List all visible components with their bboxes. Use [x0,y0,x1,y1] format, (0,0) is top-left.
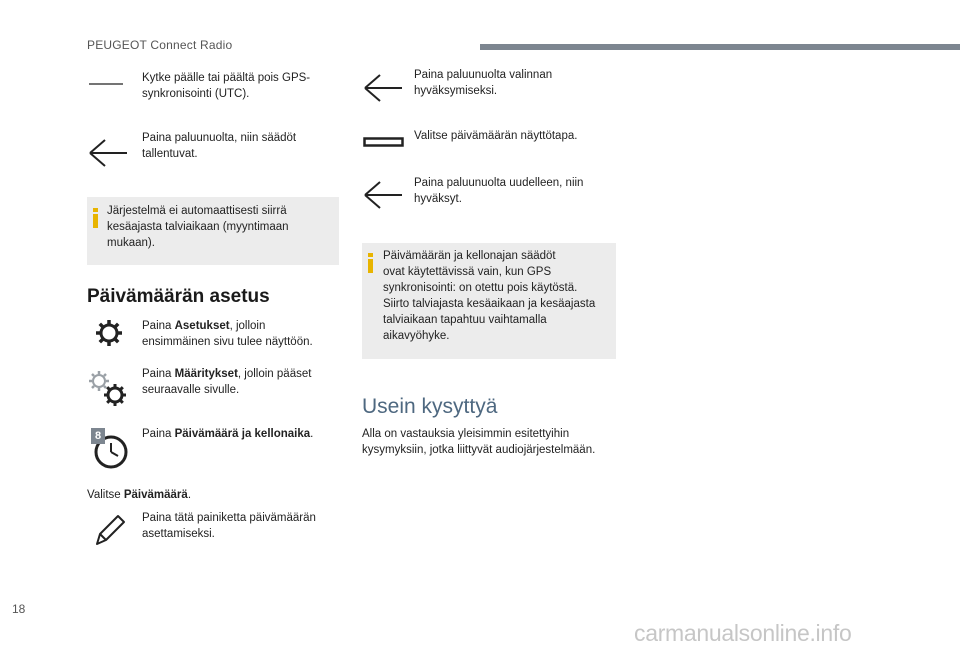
back-arrow-icon [362,73,404,103]
date-time-icon [91,428,131,470]
item-date-time-text: Paina Päivämäärä ja kellonaika. [142,428,314,440]
info-note-text: Päivämäärän ja kellonajan säädöt ovat käytettävissä vain, kun GPS synkronisointi: on otettu pois käytöstä. Siirto talviajasta kesäaikaan ja kesäajasta talviaikaan tapahtuu vaihtamalla aikavyöhyke. [383,250,596,342]
back-arrow-icon [362,180,404,210]
pencil-icon [93,512,127,548]
settings-gear-icon [94,318,124,348]
info-note-text: Järjestelmä ei automaattisesti siirrä kesäajasta talviaikaan (myyntimaan mukaan). [107,205,289,249]
item-pencil-text: Paina tätä painiketta päivämäärän asettamiseksi. [142,512,316,540]
info-note-date-time [362,243,616,359]
select-date-text: Valitse Päivämäärä. [87,489,192,501]
toggle-line-icon [88,80,124,88]
item-save-settings-text: Paina paluunuolta, niin säädöt tallentuvat. [142,132,297,160]
section-title: Päivämäärän asetus [87,286,270,307]
item-configuration-text: Paina Määritykset, jolloin pääset seuraavalle sivulle. [142,368,312,396]
item-settings-text: Paina Asetukset, jolloin ensimmäinen sivu tulee näyttöön. [142,320,313,348]
date-time-label: Päivämäärä ja kellonaika [174,428,311,440]
faq-text: Alla on vastauksia yleisimmin esitettyihin kysymyksiin, jotka liittyvät audiojärjestelmään. [362,428,596,456]
date-label: Päivämäärä [123,489,188,501]
watermark: carmanualsonline.info [634,620,852,646]
header-bar [480,44,960,50]
format-button-icon [363,136,405,148]
back-arrow-icon [87,138,129,168]
item-date-format-text: Valitse päivämäärän näyttötapa. [414,130,578,142]
settings-label: Asetukset [174,320,230,332]
header-title: PEUGEOT Connect Radio [87,38,233,52]
page-number: 18 [12,602,26,616]
item-confirm-selection-text: Paina paluunuolta valinnan hyväksymiseksi. [414,69,553,97]
double-gear-icon [88,370,128,408]
item-gps-sync-text: Kytke päälle tai päältä pois GPS-synkronisointi (UTC). [142,72,311,100]
configuration-label: Määritykset [174,368,238,380]
faq-title: Usein kysyttyä [362,395,498,418]
badge: 8 [91,428,105,444]
info-icon [367,253,375,273]
info-icon [92,208,100,228]
item-confirm-again-text: Paina paluunuolta uudelleen, niin hyväksyt. [414,177,584,205]
info-note-dst [87,197,339,265]
